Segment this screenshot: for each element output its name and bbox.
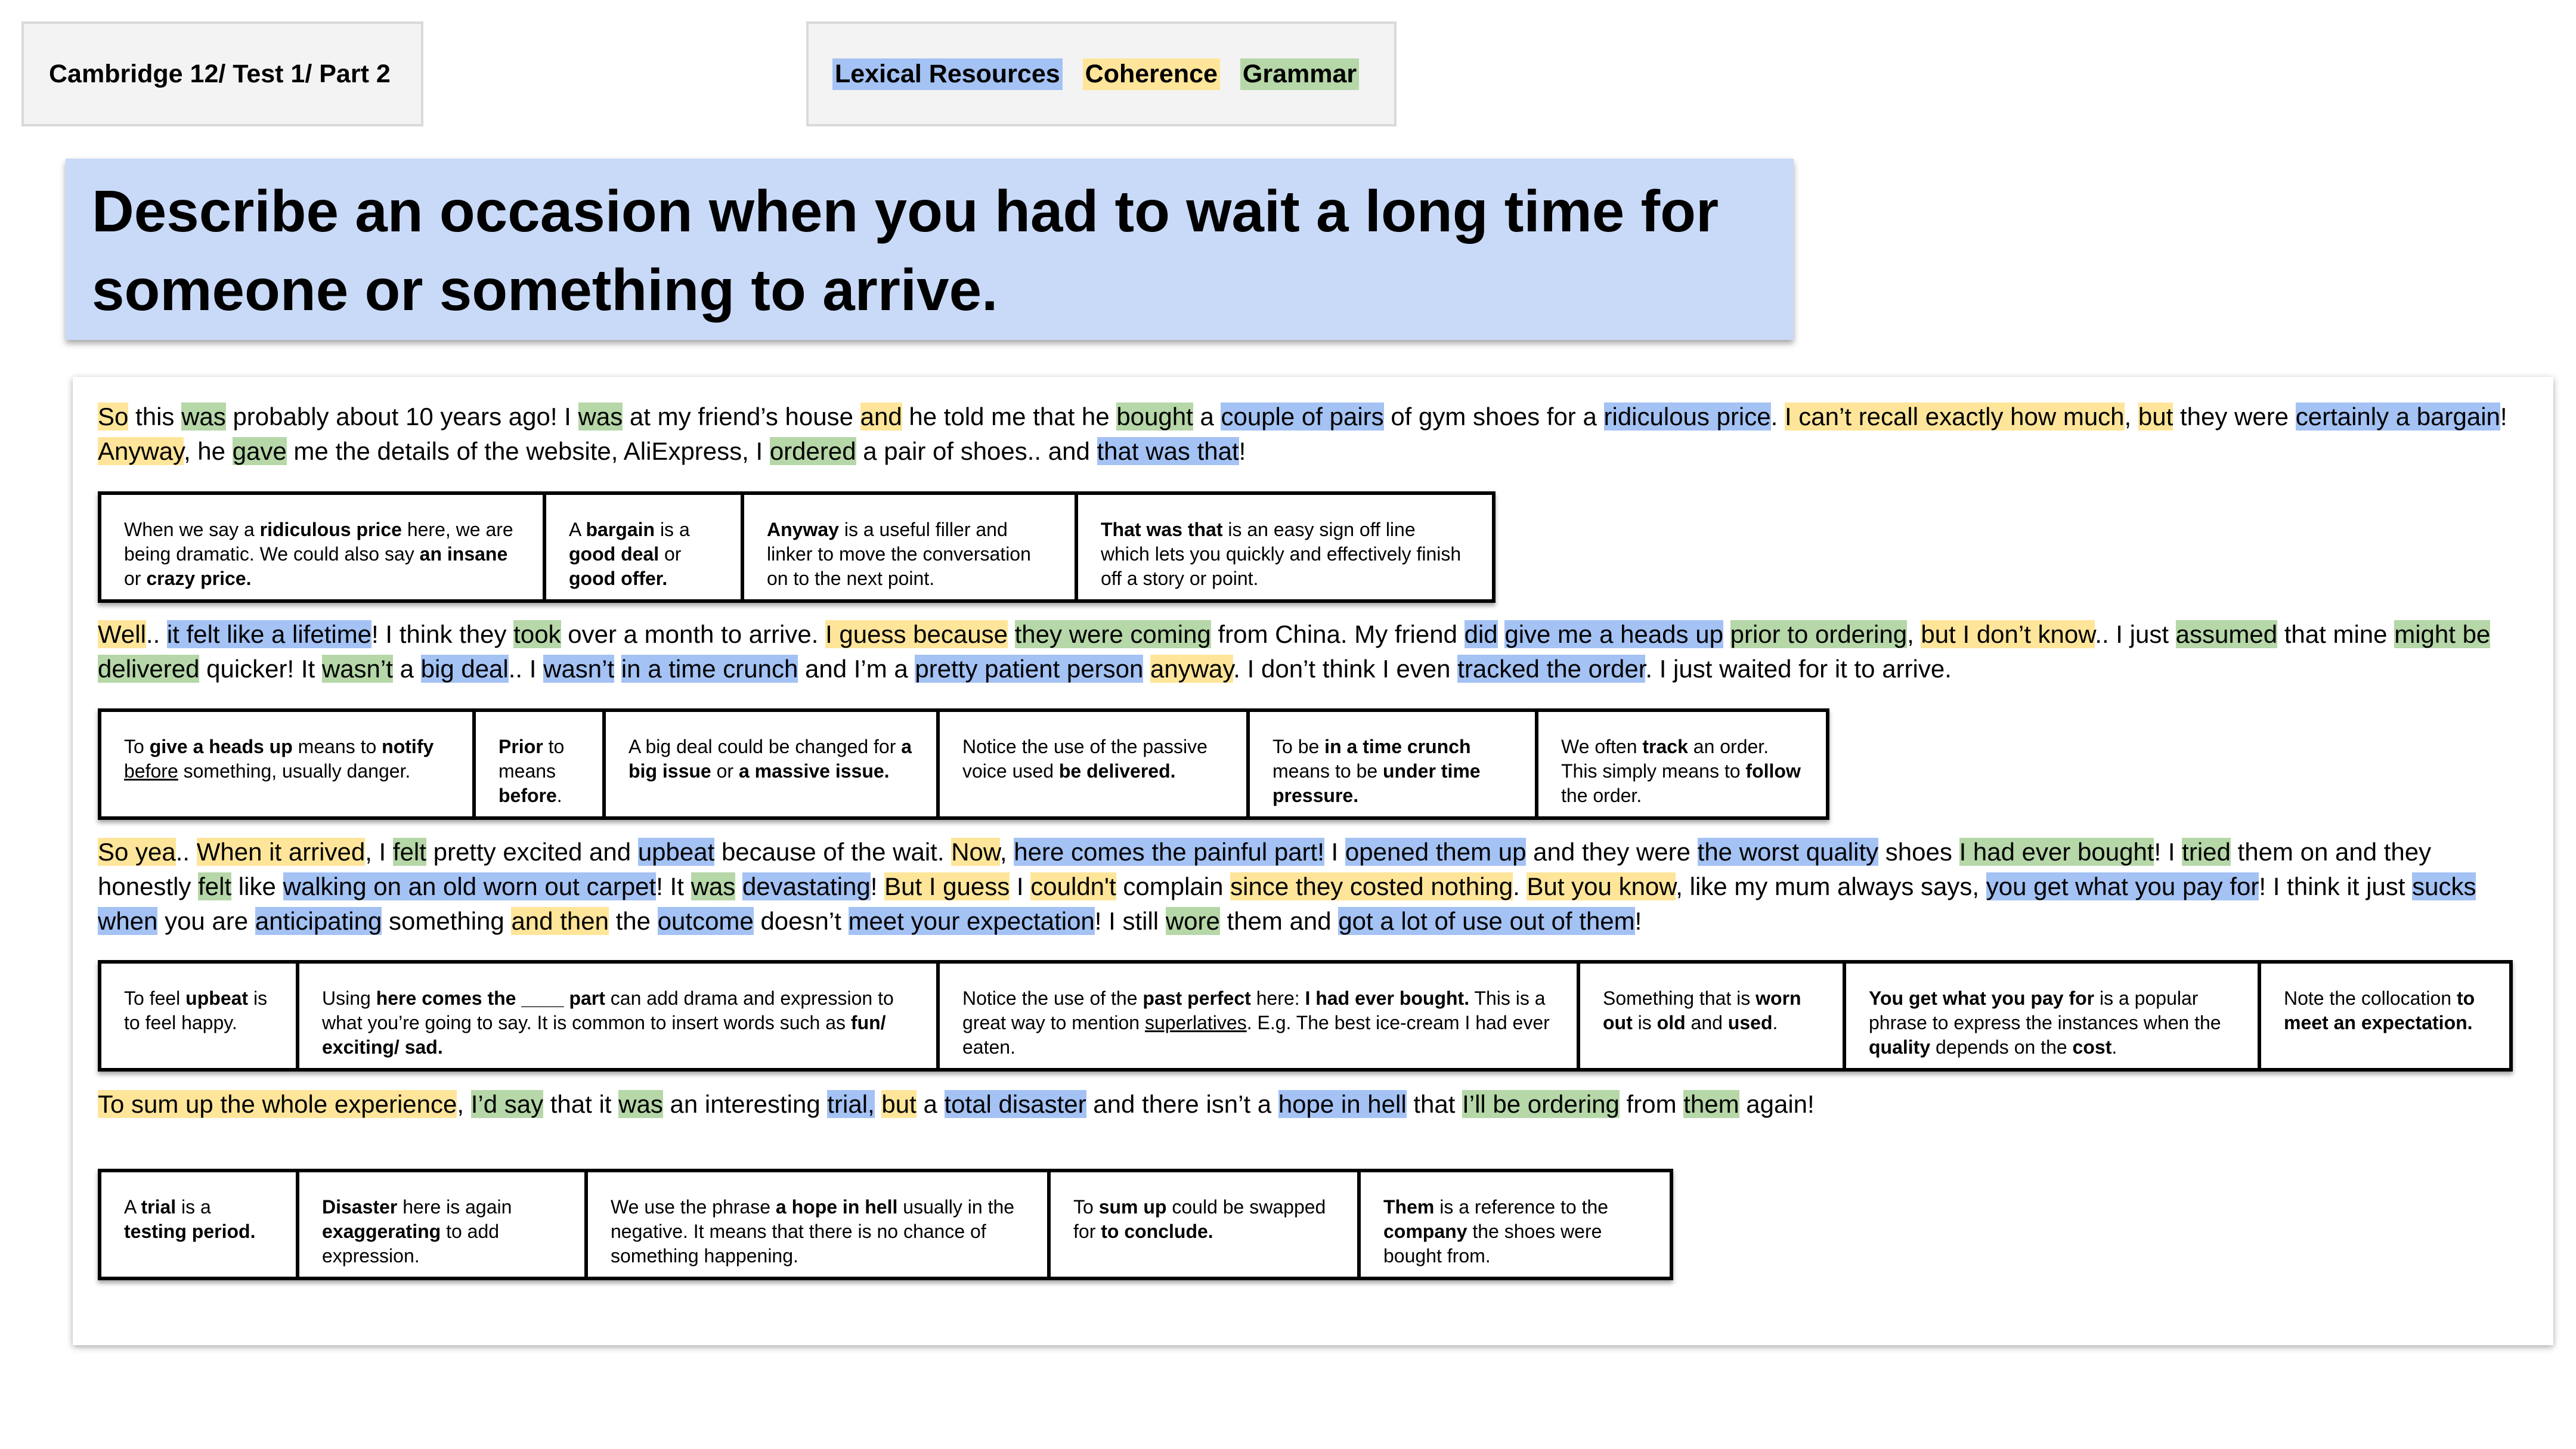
answer-text: that it	[543, 1090, 619, 1118]
note-text: before	[124, 760, 178, 782]
note-text: is a popular phrase to express the instances when the	[1869, 987, 2221, 1033]
vocab-note	[1076, 493, 1494, 601]
note-text: When we say a	[124, 519, 260, 540]
grammar-highlight: wasn’t	[321, 655, 393, 683]
lexical-highlight: you get what you pay for	[1986, 872, 2259, 900]
note-keyword: a big issue	[628, 736, 912, 782]
answer-text: them on and they honestly	[98, 838, 2432, 900]
answer-text: ! I	[2154, 838, 2182, 866]
answer-text: !	[2500, 402, 2507, 431]
note-text: here is again	[397, 1196, 512, 1218]
answer-text	[1008, 620, 1015, 648]
vocab-note	[938, 710, 1248, 818]
note-text: We often	[1561, 736, 1643, 757]
vocab-note	[604, 710, 938, 818]
question-title: Describe an occasion when you had to wait a long time for someone or something to arrive.	[92, 178, 1719, 323]
answer-text: that	[1406, 1090, 1463, 1118]
answer-text: a	[1193, 402, 1221, 431]
vocab-note	[1537, 710, 1828, 818]
note-keyword: fun/ exciting/ sad.	[322, 1012, 886, 1058]
note-text: to means	[499, 736, 565, 782]
grammar-highlight: I’d say	[470, 1090, 544, 1118]
note-keyword: Disaster	[322, 1196, 398, 1218]
answer-text: from	[1619, 1090, 1684, 1118]
coherence-highlight: I guess because	[825, 620, 1008, 648]
answer-text: .	[1770, 402, 1785, 431]
note-keyword: in a time crunch	[1324, 736, 1471, 757]
lexical-highlight: couple of pairs	[1221, 402, 1384, 431]
lexical-highlight: wasn’t	[543, 655, 615, 683]
note-text: A big deal could be changed for	[628, 736, 902, 757]
note-text: is	[1632, 1012, 1657, 1033]
vocab-note	[1844, 962, 2259, 1070]
note-keyword: Prior	[499, 736, 543, 757]
answer-text: !	[1239, 437, 1246, 465]
note-keyword: here comes the ____ part	[376, 987, 605, 1009]
notes-table-3	[98, 960, 2513, 1072]
note-text: means to	[292, 736, 382, 757]
note-text: is an easy sign off line which lets you quickly and effectively finish off a story or point.	[1101, 519, 1462, 589]
grammar-highlight: gave	[232, 437, 287, 465]
coherence-highlight: But you know	[1527, 872, 1676, 900]
notes-table-2	[98, 708, 1829, 820]
answer-text: , he	[183, 437, 233, 465]
note-keyword: upbeat	[185, 987, 249, 1009]
answer-text: and there isn’t a	[1086, 1090, 1278, 1118]
grammar-highlight: ordered	[769, 437, 856, 465]
answer-text: ! I think they	[371, 620, 514, 648]
note-text: to add expression.	[322, 1221, 500, 1267]
answer-text: .. I	[508, 655, 544, 683]
note-text: the order.	[1561, 785, 1642, 806]
grammar-highlight: was	[618, 1090, 663, 1118]
answer-text: over a month to arrive.	[561, 620, 826, 648]
lexical-highlight: sucks when	[98, 872, 2476, 935]
answer-text: ! I still	[1094, 907, 1166, 935]
note-text: is a	[655, 519, 690, 540]
lexical-highlight: upbeat	[637, 838, 715, 866]
answer-text: because of the wait.	[714, 838, 952, 866]
answer-paragraph-4	[98, 1087, 2531, 1122]
answer-text: this	[128, 402, 182, 431]
lexical-highlight: total disaster	[944, 1090, 1086, 1118]
note-keyword: track	[1642, 736, 1688, 757]
note-keyword: past perfect	[1143, 987, 1251, 1009]
lexical-highlight: tracked the order	[1457, 655, 1646, 683]
answer-text: ,	[1907, 620, 1921, 648]
grammar-highlight: was	[691, 872, 736, 900]
answer-text: . I don’t think I even	[1233, 655, 1458, 683]
note-keyword: company	[1383, 1221, 1467, 1242]
note-keyword: a hope in hell	[775, 1196, 898, 1218]
coherence-highlight: couldn't	[1030, 872, 1116, 900]
lexical-highlight: pretty patient person	[915, 655, 1144, 683]
note-text: superlatives	[1144, 1012, 1247, 1033]
lexical-highlight: it felt like a lifetime	[166, 620, 372, 648]
answer-text: pretty excited and	[426, 838, 638, 866]
coherence-highlight: and then	[511, 907, 609, 935]
vocab-note	[298, 962, 938, 1070]
lexical-highlight: anticipating	[255, 907, 382, 935]
note-text: Using	[322, 987, 376, 1009]
answer-text: you are	[157, 907, 255, 935]
note-keyword: testing period.	[124, 1221, 256, 1242]
coherence-highlight: So	[98, 402, 129, 431]
note-text: or	[124, 568, 147, 589]
coherence-highlight: So yea	[98, 838, 176, 866]
note-keyword: an insane	[419, 543, 508, 565]
answer-text: I	[1324, 838, 1345, 866]
answer-text	[735, 872, 742, 900]
coherence-highlight: but I don’t know	[1921, 620, 2095, 648]
legend-grammar: Grammar	[1240, 58, 1359, 90]
answer-text: the	[608, 907, 658, 935]
note-keyword: quality	[1869, 1036, 1931, 1058]
note-keyword: Them	[1383, 1196, 1435, 1218]
note-text: usually in the negative. It means that there is no chance of something happening.	[611, 1196, 1015, 1267]
coherence-highlight: I can’t recall exactly how much	[1784, 402, 2125, 431]
answer-text: doesn’t	[753, 907, 849, 935]
legend-coherence: Coherence	[1083, 58, 1220, 90]
answer-text: .. I just	[2095, 620, 2176, 648]
note-text: We use the phrase	[611, 1196, 776, 1218]
answer-text: and I’m a	[798, 655, 915, 683]
answer-text: an interesting	[662, 1090, 828, 1118]
note-text: an order. This simply means to	[1561, 736, 1769, 782]
color-legend	[806, 21, 1397, 126]
vocab-note	[100, 1171, 298, 1278]
note-text: can add drama and expression to what you’re going to say. It is common to insert words such as	[322, 987, 894, 1033]
lexical-highlight: hope in hell	[1278, 1090, 1407, 1118]
grammar-highlight: wore	[1165, 907, 1220, 935]
grammar-highlight: felt	[198, 872, 232, 900]
vocab-note	[1049, 1171, 1359, 1278]
answer-text	[875, 1090, 882, 1118]
answer-text: them and	[1219, 907, 1339, 935]
lexical-highlight: outcome	[657, 907, 754, 935]
note-text: here:	[1250, 987, 1305, 1009]
answer-text: I	[1010, 872, 1031, 900]
coherence-highlight: but	[881, 1090, 917, 1118]
note-keyword: I had ever bought.	[1305, 987, 1470, 1009]
note-keyword: follow	[1745, 760, 1801, 782]
answer-text	[1498, 620, 1505, 648]
vocab-note	[938, 962, 1578, 1070]
answer-text: ..	[175, 838, 197, 866]
grammar-highlight: tried	[2182, 838, 2231, 866]
note-text: could be swapped for	[1073, 1196, 1326, 1242]
note-text: something, usually danger.	[178, 760, 411, 782]
coherence-highlight: Anyway	[98, 437, 184, 465]
lexical-highlight: opened them up	[1345, 838, 1527, 866]
note-keyword: ridiculous price	[259, 519, 402, 540]
note-text: To feel	[124, 987, 186, 1009]
answer-text: like	[231, 872, 283, 900]
answer-text: he told me that he	[902, 402, 1117, 431]
note-text: here, we are being dramatic. We could also say	[124, 519, 513, 565]
note-keyword: That was that	[1101, 519, 1223, 540]
note-text: depends on the	[1930, 1036, 2073, 1058]
coherence-highlight: but	[2138, 402, 2174, 431]
grammar-highlight: was	[181, 402, 226, 431]
note-keyword: be delivered.	[1058, 760, 1176, 782]
grammar-highlight: they were coming	[1014, 620, 1211, 648]
answer-text: a pair of shoes.. and	[856, 437, 1097, 465]
answer-text: of gym shoes for a	[1383, 402, 1604, 431]
answer-paragraph-3	[98, 835, 2531, 939]
note-keyword: You get what you pay for	[1869, 987, 2095, 1009]
answer-text: that mine	[2277, 620, 2395, 648]
note-keyword: before	[499, 785, 557, 806]
grammar-highlight: I had ever bought	[1959, 838, 2154, 866]
notes-table-4	[98, 1169, 1673, 1280]
answer-text: a	[392, 655, 421, 683]
note-text: . E.g. The best ice-cream I had ever eaten.	[962, 1012, 1550, 1058]
notes-table-1	[98, 491, 1496, 603]
lexical-highlight: certainly a bargain	[2295, 402, 2500, 431]
answer-text: probably about 10 years ago! I	[225, 402, 578, 431]
note-keyword: crazy price.	[146, 568, 252, 589]
grammar-highlight: assumed	[2175, 620, 2278, 648]
grammar-highlight: felt	[392, 838, 426, 866]
answer-paragraph-2	[98, 617, 2531, 686]
note-keyword: trial	[141, 1196, 177, 1218]
lexical-highlight: big deal	[420, 655, 509, 683]
lexical-highlight: the worst quality	[1697, 838, 1879, 866]
vocab-note	[544, 493, 742, 601]
lexical-highlight: trial,	[827, 1090, 875, 1118]
answer-text	[1723, 620, 1730, 648]
answer-text: shoes	[1878, 838, 1959, 866]
legend-lexical: Lexical Resources	[832, 58, 1063, 90]
note-text: is to feel happy.	[124, 987, 268, 1033]
source-label-box	[21, 21, 423, 126]
note-text: means to be	[1272, 760, 1383, 782]
answer-text: ! I think it just	[2259, 872, 2413, 900]
source-label: Cambridge 12/ Test 1/ Part 2	[49, 59, 391, 88]
note-keyword: Anyway	[767, 519, 839, 540]
answer-text: they were	[2173, 402, 2296, 431]
lexical-highlight: give me a heads up	[1504, 620, 1723, 648]
grammar-highlight: I’ll be ordering	[1462, 1090, 1620, 1118]
answer-text: at my friend’s house	[623, 402, 860, 431]
vocab-note	[1359, 1171, 1671, 1278]
note-text: To	[1073, 1196, 1099, 1218]
note-text: Note the collocation	[2284, 987, 2457, 1009]
note-text: This is a great way to mention	[962, 987, 1546, 1033]
note-text: A	[569, 519, 586, 540]
note-keyword: worn out	[1603, 987, 1801, 1033]
answer-text: ..	[145, 620, 167, 648]
note-keyword: good offer.	[569, 568, 668, 589]
answer-text: , I	[365, 838, 393, 866]
coherence-highlight: When it arrived	[196, 838, 366, 866]
note-text: is a reference to the	[1434, 1196, 1609, 1218]
vocab-note	[100, 710, 474, 818]
answer-text: from China. My friend	[1210, 620, 1465, 648]
grammar-highlight: might be delivered	[98, 620, 2491, 683]
lexical-highlight: that was that	[1097, 437, 1239, 465]
answer-text: ,	[999, 838, 1014, 866]
answer-text: a	[916, 1090, 945, 1118]
grammar-highlight: prior to ordering	[1730, 620, 1908, 648]
answer-text: me the details of the website, AliExpress, I	[286, 437, 770, 465]
answer-text: . I just waited for it to arrive.	[1645, 655, 1952, 683]
grammar-highlight: bought	[1116, 402, 1193, 431]
note-keyword: used	[1727, 1012, 1773, 1033]
note-text: or	[711, 760, 739, 782]
answer-text: complain	[1116, 872, 1231, 900]
note-keyword: cost	[2072, 1036, 2112, 1058]
vocab-note	[474, 710, 604, 818]
lexical-highlight: did	[1464, 620, 1498, 648]
lexical-highlight: ridiculous price	[1603, 402, 1771, 431]
note-keyword: to conclude.	[1101, 1221, 1213, 1242]
vocab-note	[1578, 962, 1844, 1070]
note-keyword: under time pressure.	[1272, 760, 1481, 806]
vocab-note	[1248, 710, 1537, 818]
answer-text: again!	[1739, 1090, 1815, 1118]
lexical-highlight: got a lot of use out of them	[1338, 907, 1635, 935]
note-text: To	[124, 736, 150, 757]
grammar-highlight: them	[1683, 1090, 1739, 1118]
vocab-note	[586, 1171, 1049, 1278]
coherence-highlight: Now	[951, 838, 1000, 866]
lexical-highlight: devastating	[742, 872, 871, 900]
note-text: .	[1772, 1012, 1778, 1033]
note-keyword: give a heads up	[149, 736, 293, 757]
note-text: A	[124, 1196, 141, 1218]
answer-paragraph-1	[98, 400, 2531, 469]
note-keyword: a massive issue.	[738, 760, 890, 782]
note-keyword: exaggerating	[322, 1221, 441, 1242]
lexical-highlight: here comes the painful part!	[1014, 838, 1324, 866]
coherence-highlight: and	[860, 402, 902, 431]
note-keyword: to meet an expectation.	[2284, 987, 2475, 1033]
grammar-highlight: took	[513, 620, 561, 648]
lexical-highlight: walking on an old worn out carpet	[283, 872, 657, 900]
answer-text: !	[1634, 907, 1642, 935]
question-title-box	[66, 159, 1794, 340]
note-text: is a useful filler and linker to move the conversation on to the next point.	[767, 519, 1031, 589]
answer-text	[1143, 655, 1150, 683]
answer-text: ! It	[656, 872, 691, 900]
coherence-highlight: But I guess	[884, 872, 1010, 900]
note-text: is a	[176, 1196, 211, 1218]
coherence-highlight: anyway	[1150, 655, 1234, 683]
note-text: or	[659, 543, 682, 565]
note-keyword: sum up	[1098, 1196, 1167, 1218]
vocab-note	[742, 493, 1076, 601]
coherence-highlight: To sum up the whole experience	[98, 1090, 457, 1118]
note-text: Notice the use of the passive voice used	[962, 736, 1208, 782]
answer-text: !	[870, 872, 885, 900]
note-text: .	[556, 785, 562, 806]
vocab-note	[100, 493, 544, 601]
note-text: the shoes were bought from.	[1383, 1221, 1602, 1267]
note-text: Something that is	[1603, 987, 1756, 1009]
answer-text: something	[382, 907, 512, 935]
note-keyword: good deal	[569, 543, 660, 565]
note-text: Notice the use of the	[962, 987, 1143, 1009]
note-keyword: notify	[382, 736, 434, 757]
note-keyword: bargain	[586, 519, 655, 540]
answer-text	[614, 655, 621, 683]
answer-text: ,	[2124, 402, 2138, 431]
note-text: To be	[1272, 736, 1325, 757]
lexical-highlight: meet your expectation	[848, 907, 1095, 935]
grammar-highlight: was	[578, 402, 623, 431]
note-keyword: old	[1657, 1012, 1686, 1033]
answer-card	[73, 377, 2553, 1345]
answer-text: .	[1513, 872, 1527, 900]
answer-text: and they were	[1526, 838, 1698, 866]
answer-text: quicker! It	[199, 655, 322, 683]
vocab-note	[2259, 962, 2511, 1070]
note-text: and	[1685, 1012, 1728, 1033]
answer-text: ,	[457, 1090, 471, 1118]
coherence-highlight: Well	[98, 620, 146, 648]
vocab-note	[298, 1171, 586, 1278]
vocab-note	[100, 962, 298, 1070]
answer-text: , like my mum always says,	[1676, 872, 1986, 900]
lexical-highlight: in a time crunch	[621, 655, 798, 683]
note-text: .	[2111, 1036, 2117, 1058]
coherence-highlight: since they costed nothing	[1230, 872, 1513, 900]
